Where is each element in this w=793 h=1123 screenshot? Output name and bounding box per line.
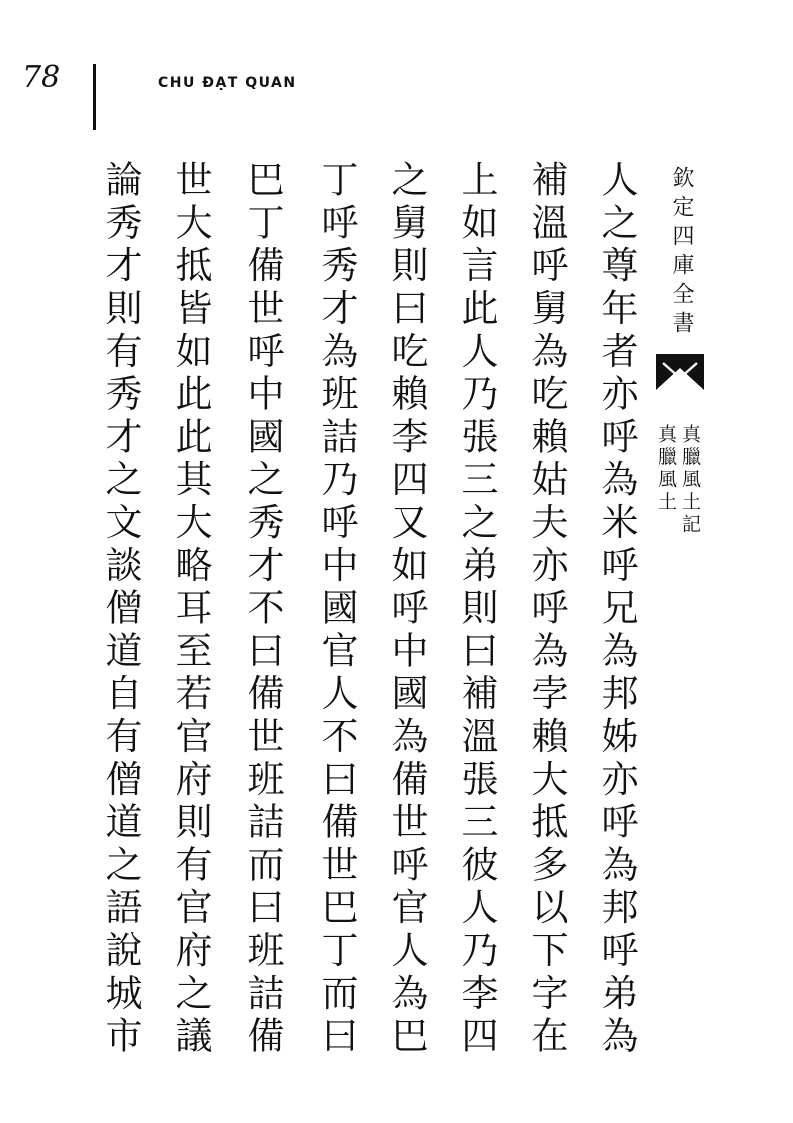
text-column: 世大抵皆如此此其大略耳至若官府則有官府之議 (169, 160, 212, 1059)
margin-subtitle-left: 真臘風土 (655, 424, 677, 514)
text-column: 人之尊年者亦呼為米呼兄為邦姊亦呼為邦呼弟為 (595, 160, 638, 1059)
text-column: 之舅則曰吃賴李四又如呼中國為備世呼官人為巴 (385, 160, 428, 1059)
header-divider (93, 64, 96, 130)
text-column: 丁呼秀才為班詰乃呼中國官人不曰備世巴丁而曰 (315, 160, 358, 1059)
running-head: CHU ĐẠT QUAN (158, 75, 297, 91)
text-column: 巴丁備世呼中國之秀才不曰備世班詰而曰班詰備 (241, 160, 284, 1059)
page-number: 78 (22, 60, 61, 95)
text-column: 補溫呼舅為吃賴姑夫亦呼為孛賴大抵多以下字在 (525, 160, 568, 1059)
text-column: 論秀才則有秀才之文談僧道自有僧道之語說城市 (99, 160, 142, 1059)
margin-subtitle-right: 真臘風土記 (679, 424, 701, 537)
fishtail-mark-icon (656, 354, 704, 390)
margin-book-title: 欽定四庫全書 (669, 166, 694, 340)
text-column: 上如言此人乃張三之弟則曰補溫張三彼人乃李四 (455, 160, 498, 1059)
